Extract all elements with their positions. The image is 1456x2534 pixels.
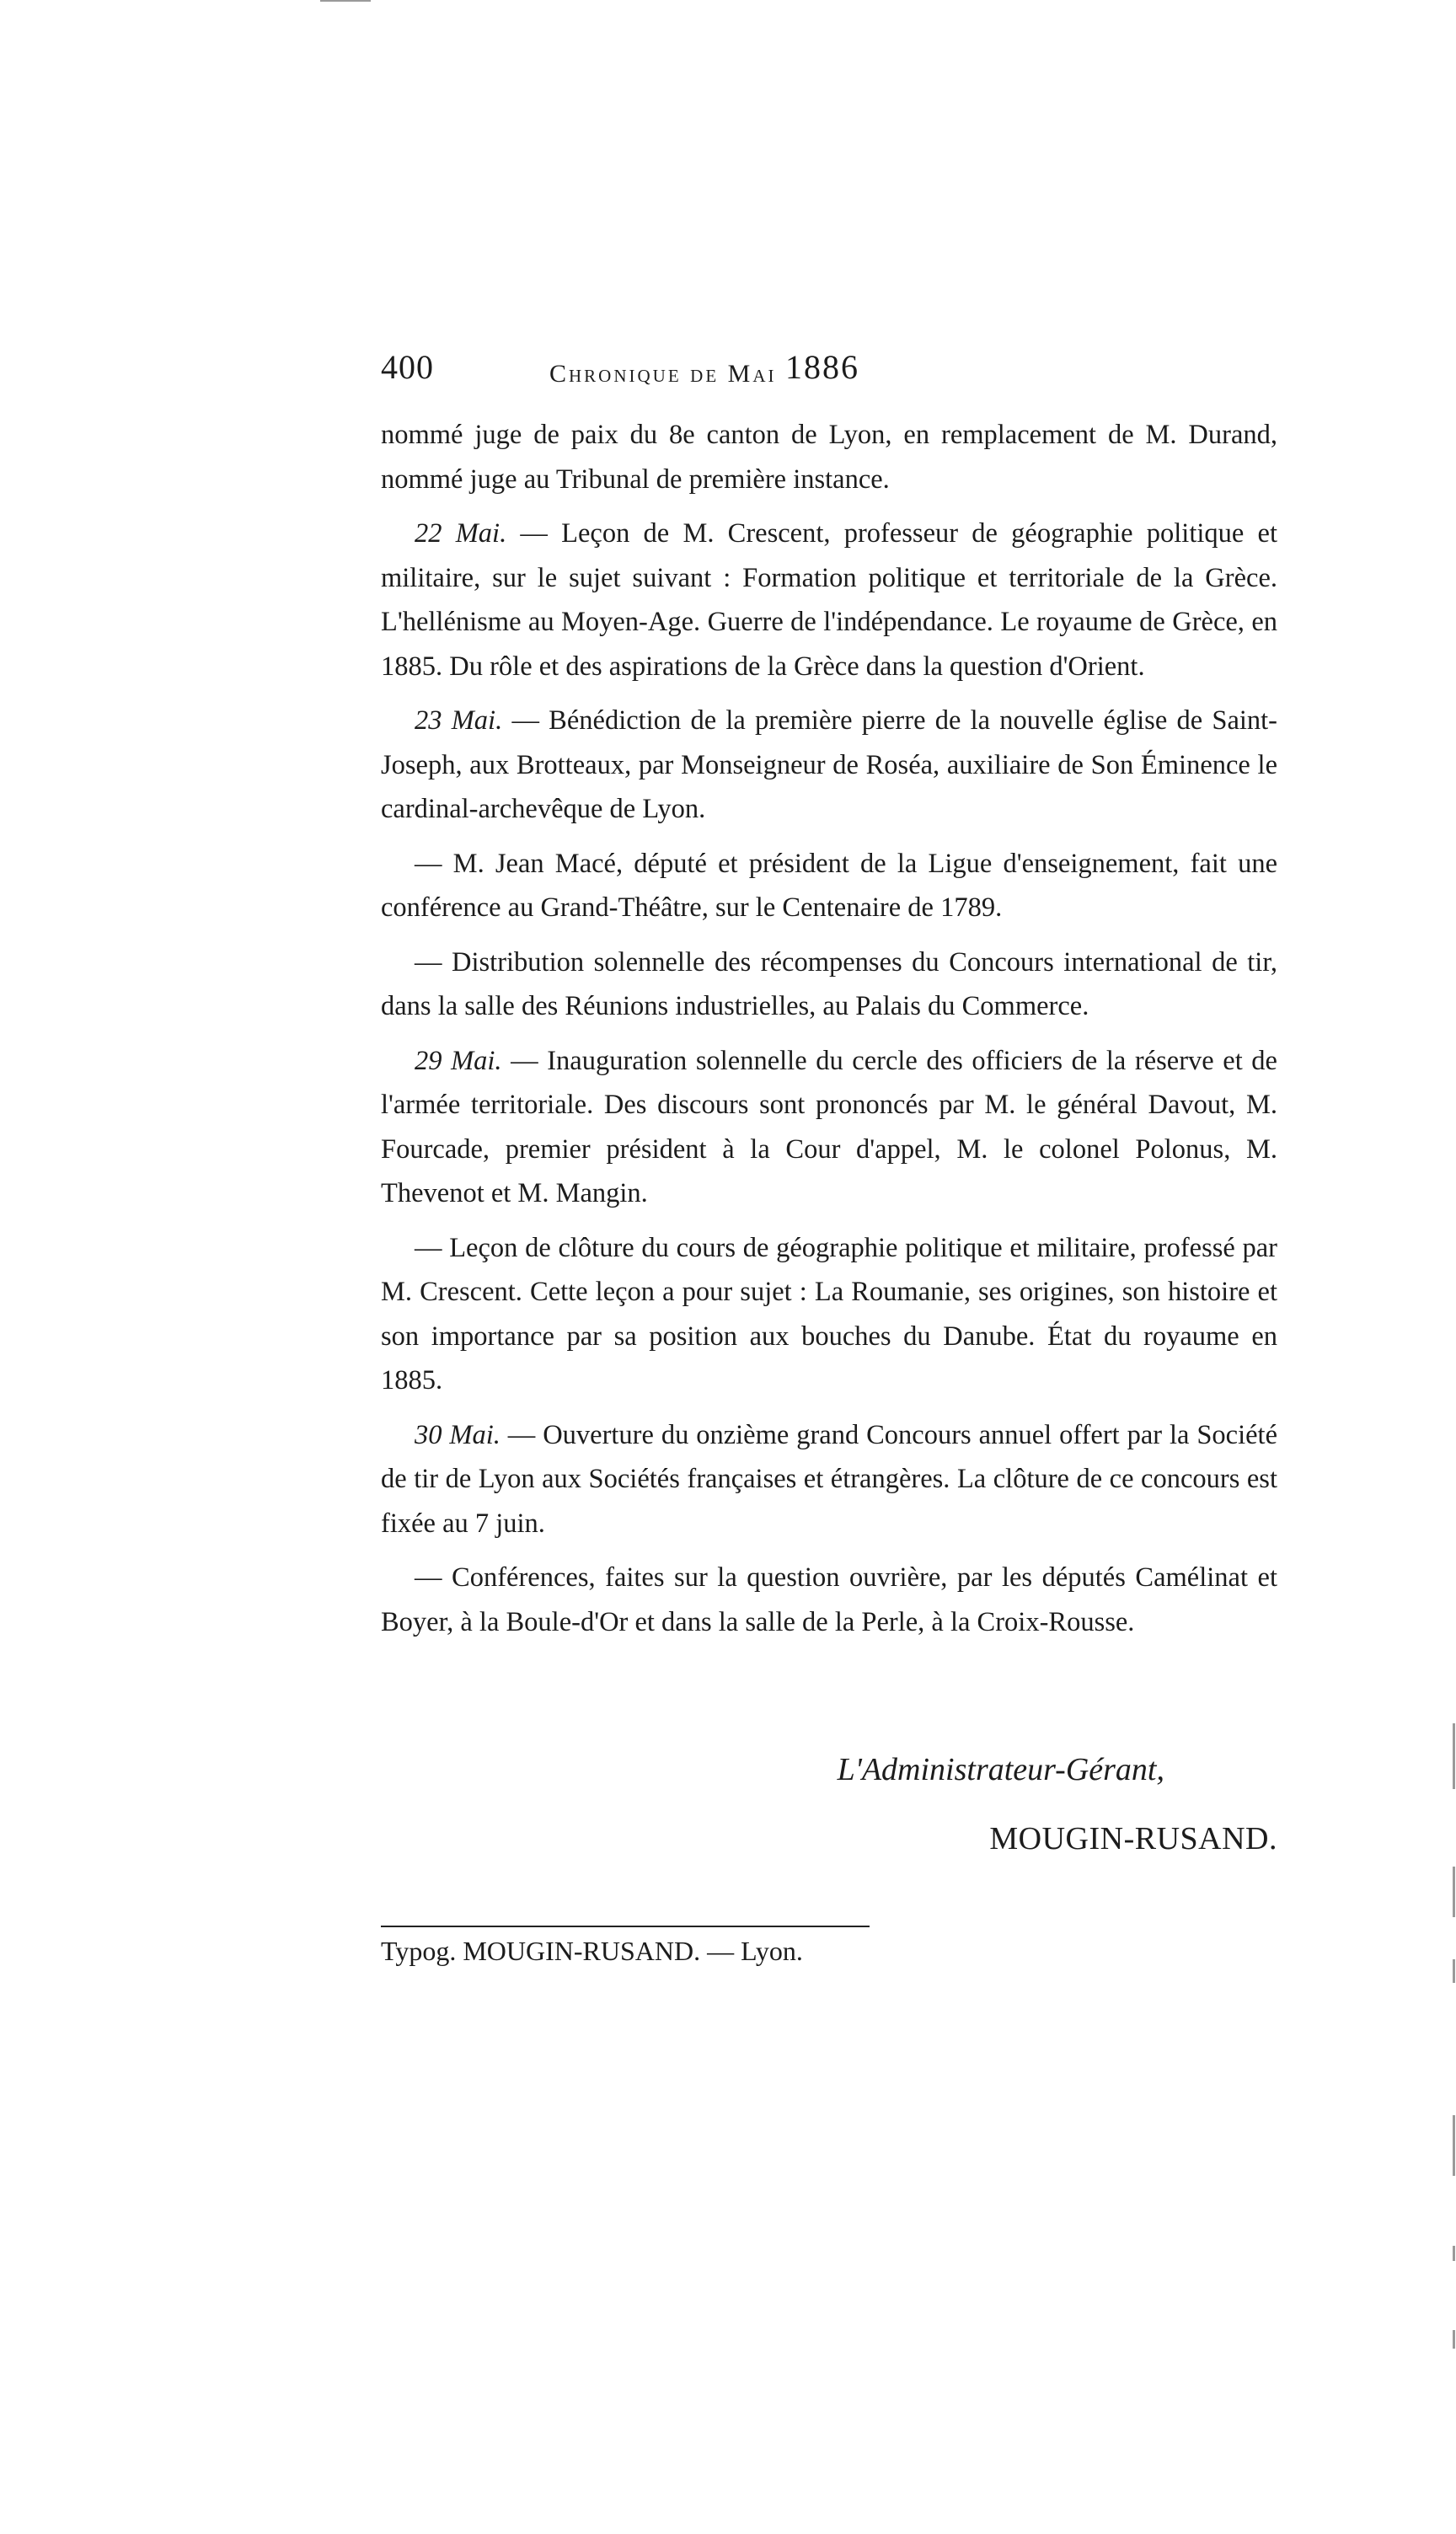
scan-edge-mark <box>1453 2330 1455 2349</box>
paragraph-continuation <box>381 413 1277 501</box>
paragraph-text: — Leçon de clôture du cours de géographie politique et militaire, professé par M. Crescent. Cette leçon a pour sujet : La Roumanie, ses origines, son histoire et son importance par sa position aux bouches du Danube. État du royaume en 1885. <box>381 1232 1277 1396</box>
signature-name: MOUGIN-RUSAND. <box>989 1821 1277 1856</box>
chronicle-year: 1886 <box>785 348 859 386</box>
scan-edge-mark <box>1453 1867 1455 1917</box>
chronicle-body <box>381 413 1277 1654</box>
scan-edge-mark <box>1453 2115 1455 2176</box>
entry-date: 22 Mai. <box>415 518 507 549</box>
entry-23-mai-mace <box>381 842 1277 930</box>
signature-block <box>381 1751 1277 1886</box>
entry-30-mai-conferences <box>381 1556 1277 1644</box>
paragraph-text: — Conférences, faites sur la question ouvrière, par les députés Camélinat et Boyer, à la Boule-d'Or et dans la salle de la Perle, à la Croix-Rousse. <box>381 1562 1277 1637</box>
imprint-text: Typog. MOUGIN-RUSAND. — Lyon. <box>381 1936 803 1966</box>
page-number: 400 <box>381 348 434 386</box>
scan-edge-mark <box>320 0 371 2</box>
scan-edge-mark <box>1453 2246 1455 2261</box>
paragraph-text: — Leçon de M. Crescent, professeur de géographie politique et militaire, sur le sujet suivant : Formation politique et territoriale de la Grèce. L'hellénisme au Moyen-Age. Guerre de l'indépendance. Le royaume de Grèce, en 1885. Du rôle et des aspirations de la Grèce dans la question d'Orient. <box>381 518 1277 682</box>
entry-date: 29 Mai. <box>415 1045 502 1076</box>
running-header <box>381 347 1028 398</box>
chronicle-title: Chronique de Mai <box>549 360 777 388</box>
paragraph-text: — Ouverture du onzième grand Concours annuel offert par la Société de tir de Lyon aux Sociétés françaises et étrangères. La clôture de ce concours est fixée au 7 juin. <box>381 1419 1278 1539</box>
entry-23-mai <box>381 699 1277 832</box>
entry-date: 30 Mai. <box>415 1419 500 1450</box>
paragraph-text: — Bénédiction de la première pierre de la nouvelle église de Saint-Joseph, aux Brotteaux, par Monseigneur de Roséa, auxiliaire de Son Éminence le cardinal-archevêque de Lyon. <box>381 705 1278 824</box>
scan-edge-mark <box>1453 1959 1455 1983</box>
paragraph-text: — Inauguration solennelle du cercle des officiers de la réserve et de l'armée territoriale. Des discours sont prononcés par M. le général Davout, M. Fourcade, premier président à la Cour d'appel, M. le colonel Polonus, M. Thevenot et M. Mangin. <box>381 1045 1277 1208</box>
signature-role: L'Administrateur-Gérant, <box>837 1752 1164 1787</box>
running-title <box>381 348 1028 390</box>
scan-edge-mark <box>1453 1723 1455 1789</box>
paragraph-text: — M. Jean Macé, député et président de la Ligue d'enseignement, fait une conférence au Grand-Théâtre, sur le Centenaire de 1789. <box>381 848 1277 923</box>
entry-29-mai-cloture <box>381 1226 1277 1403</box>
entry-22-mai <box>381 512 1277 688</box>
imprint-rule <box>381 1926 870 1927</box>
entry-23-mai-tir <box>381 940 1277 1029</box>
printer-imprint <box>381 1926 870 1967</box>
entry-date: 23 Mai. <box>415 705 503 736</box>
paragraph-text: nommé juge de paix du 8e canton de Lyon, en remplacement de M. Durand, nommé juge au Tribunal de première instance. <box>381 420 1277 495</box>
entry-29-mai <box>381 1039 1277 1216</box>
entry-30-mai <box>381 1413 1277 1546</box>
paragraph-text: — Distribution solennelle des récompenses du Concours international de tir, dans la salle des Réunions industrielles, au Palais du Commerce. <box>381 946 1277 1021</box>
